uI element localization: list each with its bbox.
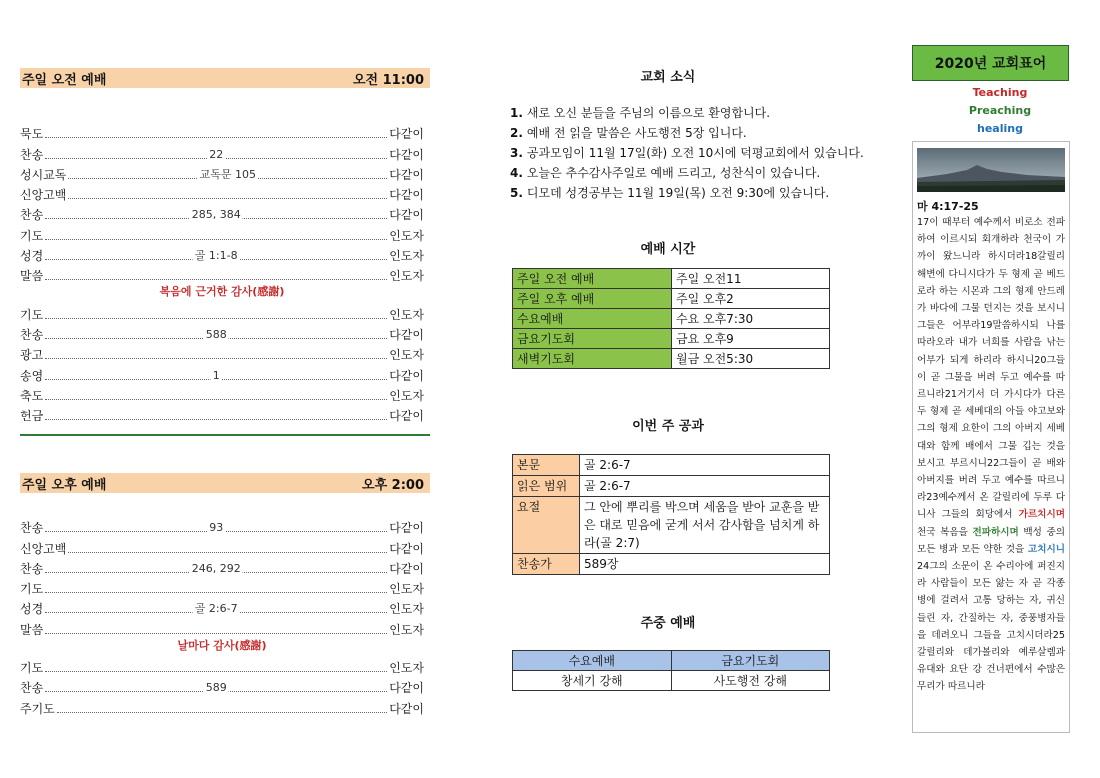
lesson-table xyxy=(512,454,830,575)
table-value-cell: 그 안에 뿌리를 박으며 세움을 받아 교훈을 받은 대로 믿음에 굳게 서서 감사함을 넘치게 하라(골 2:7) xyxy=(580,497,830,554)
order-item-detail: 22 xyxy=(209,147,224,161)
dotted-leader xyxy=(68,552,387,553)
news-number: 1. xyxy=(510,106,523,120)
table-row xyxy=(513,329,830,349)
order-item-leader: 다같이 xyxy=(389,701,424,716)
order-item-leader: 다같이 xyxy=(389,368,424,383)
dotted-leader xyxy=(45,249,387,263)
table-key-cell: 수요예배 xyxy=(513,309,672,329)
news-number: 2. xyxy=(510,126,523,140)
table-row xyxy=(513,309,830,329)
order-item-leader: 인도자 xyxy=(389,228,424,243)
order-item-detail: 골 1:1-8 xyxy=(194,249,238,263)
order-item-leader: 다같이 xyxy=(389,147,424,162)
order-item-leader: 다같이 xyxy=(389,188,424,203)
order-item-name: 성경 xyxy=(20,249,44,264)
midweek-title: 주중 예배 xyxy=(640,616,696,631)
order-item-name: 찬송 xyxy=(20,147,44,162)
table-key-cell: 읽은 범위 xyxy=(513,476,580,497)
table-row xyxy=(513,476,830,497)
order-item-name: 찬송 xyxy=(20,327,44,342)
times-title: 예배 시간 xyxy=(640,242,696,257)
table-value-cell: 589장 xyxy=(580,554,830,575)
morning-service-header xyxy=(20,68,430,88)
table-value-cell: 주일 오전11 xyxy=(672,269,830,289)
order-row xyxy=(20,301,424,321)
order-row xyxy=(20,695,424,715)
order-row xyxy=(20,655,424,675)
order-item-leader: 다같이 xyxy=(389,561,424,576)
table-key-cell: 요절 xyxy=(513,497,580,554)
dotted-leader xyxy=(45,208,387,222)
order-item-detail: 285, 384 xyxy=(191,208,241,222)
dotted-leader xyxy=(45,521,387,535)
order-row xyxy=(20,182,424,202)
order-item-name: 말씀 xyxy=(20,269,44,284)
order-row xyxy=(20,141,424,161)
motto-title: 2020년 교회표어 xyxy=(934,56,1047,72)
dotted-leader xyxy=(45,681,387,695)
news-text: 공과모임이 11월 17일(화) 오전 10시에 덕평교회에서 있습니다. xyxy=(526,146,864,160)
order-item-detail: 93 xyxy=(209,521,224,535)
order-row xyxy=(20,596,424,616)
news-list xyxy=(510,103,870,203)
table-key-cell: 주일 오후 예배 xyxy=(513,289,672,309)
mountain-landscape-image xyxy=(917,148,1065,192)
dotted-leader xyxy=(45,592,387,593)
order-row xyxy=(20,121,424,141)
order-row xyxy=(20,515,424,535)
order-item-name: 기도 xyxy=(20,307,44,322)
order-item-leader: 인도자 xyxy=(389,661,424,676)
order-item-name: 찬송 xyxy=(20,681,44,696)
order-item-name: 기도 xyxy=(20,661,44,676)
order-item-leader: 다같이 xyxy=(389,541,424,556)
motto-preaching: Preaching xyxy=(968,104,1032,117)
order-row xyxy=(20,616,424,636)
order-item-detail: 골 2:6-7 xyxy=(194,602,238,616)
table-key-cell: 금요기도회 xyxy=(513,329,672,349)
order-item-name: 송영 xyxy=(20,368,44,383)
morning-service-time: 오전 11:00 xyxy=(352,72,424,88)
order-item-leader: 인도자 xyxy=(389,348,424,363)
order-item-name: 축도 xyxy=(20,388,44,403)
order-item-detail: 589 xyxy=(205,681,227,695)
news-item xyxy=(510,183,870,203)
order-row xyxy=(20,342,424,362)
table-key-cell: 본문 xyxy=(513,455,580,476)
order-item-name: 기도 xyxy=(20,228,44,243)
order-item-leader: 다같이 xyxy=(389,167,424,182)
order-item-leader: 다같이 xyxy=(389,521,424,536)
order-item-name: 성시교독 xyxy=(20,167,67,182)
order-item-detail: 246, 292 xyxy=(191,561,241,575)
dotted-leader xyxy=(45,318,387,319)
dotted-leader xyxy=(68,198,387,199)
order-item-name: 묵도 xyxy=(20,127,44,142)
order-row xyxy=(20,362,424,382)
order-item-name: 말씀 xyxy=(20,622,44,637)
verse-part-2: 천국 복음을 xyxy=(917,526,968,538)
order-item-leader: 다같이 xyxy=(389,681,424,696)
order-row xyxy=(20,383,424,403)
order-item-leader: 다같이 xyxy=(389,208,424,223)
table-row xyxy=(513,497,830,554)
order-item-name: 찬송 xyxy=(20,208,44,223)
midweek-value-fri: 사도행전 강해 xyxy=(671,671,830,691)
table-value-cell: 수요 오후7:30 xyxy=(672,309,830,329)
dotted-leader xyxy=(45,147,387,161)
news-title: 교회 소식 xyxy=(640,70,696,85)
news-text: 디모데 성경공부는 11월 19일(목) 오전 9:30에 있습니다. xyxy=(526,186,830,200)
verse-highlight-teaching: 가르치시며 xyxy=(1018,509,1065,521)
motto-title-box xyxy=(912,45,1069,81)
order-item-leader: 다같이 xyxy=(389,127,424,142)
dotted-leader xyxy=(45,327,387,341)
dotted-leader xyxy=(45,671,387,672)
order-item-name: 광고 xyxy=(20,348,44,363)
table-value-cell: 골 2:6-7 xyxy=(580,476,830,497)
table-row xyxy=(513,269,830,289)
midweek-table xyxy=(512,650,830,691)
news-item xyxy=(510,123,870,143)
verse-highlight-preaching: 전파하시며 xyxy=(972,526,1019,538)
order-item-leader: 인도자 xyxy=(389,269,424,284)
order-item-leader: 인도자 xyxy=(389,602,424,617)
order-item-leader: 다같이 xyxy=(389,409,424,424)
order-row xyxy=(20,576,424,596)
verse-part-3: 백성 중의 모든 병과 모든 약한 것을 xyxy=(917,526,1065,555)
order-item-name: 주기도 xyxy=(20,701,55,716)
dotted-leader xyxy=(45,399,387,400)
order-item-detail: 1 xyxy=(212,368,220,382)
dotted-leader xyxy=(45,279,387,280)
order-item-name: 성경 xyxy=(20,602,44,617)
motto-teaching: Teaching xyxy=(972,86,1028,99)
news-text: 새로 오신 분들을 주님의 이름으로 환영합니다. xyxy=(526,106,771,120)
morning-service-title: 주일 오전 예배 xyxy=(22,72,107,88)
news-item xyxy=(510,163,870,183)
order-row xyxy=(20,222,424,242)
table-row xyxy=(513,349,830,369)
scripture-text xyxy=(917,214,1065,696)
order-item-name: 기도 xyxy=(20,582,44,597)
dotted-leader xyxy=(68,167,387,181)
order-row xyxy=(20,263,424,283)
order-row xyxy=(20,403,424,423)
order-item-name: 헌금 xyxy=(20,409,44,424)
order-item-name: 신앙고백 xyxy=(20,541,67,556)
order-item-detail: 588 xyxy=(205,327,227,341)
motto-healing: healing xyxy=(977,122,1023,135)
order-item-detail: 교독문 105 xyxy=(199,167,256,181)
news-item xyxy=(510,103,870,123)
verse-highlight-healing: 고치시니 xyxy=(1027,543,1065,555)
order-row xyxy=(20,535,424,555)
order-item-leader: 인도자 xyxy=(389,582,424,597)
order-item-name: 신앙고백 xyxy=(20,188,67,203)
midweek-header-wed: 수요예배 xyxy=(513,651,672,671)
news-text: 오늘은 추수감사주일로 예배 드리고, 성찬식이 있습니다. xyxy=(526,166,821,180)
dotted-leader xyxy=(57,712,387,713)
dotted-leader xyxy=(45,419,387,420)
order-item-leader: 다같이 xyxy=(389,327,424,342)
table-row xyxy=(513,455,830,476)
order-row xyxy=(20,202,424,222)
dotted-leader xyxy=(45,633,387,634)
table-row xyxy=(513,289,830,309)
table-value-cell: 월금 오전5:30 xyxy=(672,349,830,369)
lesson-title: 이번 주 공과 xyxy=(632,419,704,434)
dotted-leader xyxy=(45,358,387,359)
order-item-name: 찬송 xyxy=(20,561,44,576)
news-number: 4. xyxy=(510,166,523,180)
dotted-leader xyxy=(45,561,387,575)
table-key-cell: 새벽기도회 xyxy=(513,349,672,369)
dotted-leader xyxy=(45,239,387,240)
order-row xyxy=(20,556,424,576)
order-row xyxy=(20,322,424,342)
sermon-title: 복음에 근거한 감사(感謝) xyxy=(159,285,285,299)
afternoon-order-list xyxy=(20,515,424,716)
morning-order-list xyxy=(20,121,424,423)
afternoon-service-title: 주일 오후 예배 xyxy=(22,477,107,493)
verse-part-4: 24그의 소문이 온 수리아에 퍼진지라 사람들이 모든 앓는 자 곧 각종 병에 걸려서 고통 당하는 자, 귀신 들린 자, 간질하는 자, 중풍병자들을 데려오니 그들을 고치시더라25갈릴리와 데가볼리와 예루살렘과 유대와 요단 강 건너편에서 수많은 무리가 따르니라 xyxy=(917,561,1065,693)
news-item xyxy=(510,143,870,163)
order-item-leader: 인도자 xyxy=(389,307,424,322)
afternoon-service-header xyxy=(20,473,430,493)
service-times-table xyxy=(512,268,830,369)
order-row xyxy=(20,162,424,182)
sermon-title: 날마다 감사(感謝) xyxy=(177,638,267,652)
order-row xyxy=(20,243,424,263)
dotted-leader xyxy=(45,368,387,382)
afternoon-service-time: 오후 2:00 xyxy=(362,477,424,493)
table-value-cell: 주일 오후2 xyxy=(672,289,830,309)
order-item-leader: 인도자 xyxy=(389,249,424,264)
table-value-cell: 골 2:6-7 xyxy=(580,455,830,476)
midweek-header-fri: 금요기도회 xyxy=(671,651,830,671)
midweek-value-wed: 창세기 강해 xyxy=(513,671,672,691)
table-key-cell: 찬송가 xyxy=(513,554,580,575)
section-divider xyxy=(20,434,430,436)
news-number: 5. xyxy=(510,186,523,200)
dotted-leader xyxy=(45,602,387,616)
scripture-box xyxy=(912,141,1070,733)
table-value-cell: 금요 오후9 xyxy=(672,329,830,349)
table-key-cell: 주일 오전 예배 xyxy=(513,269,672,289)
news-number: 3. xyxy=(510,146,523,160)
order-row xyxy=(20,675,424,695)
order-item-leader: 인도자 xyxy=(389,388,424,403)
order-item-leader: 인도자 xyxy=(389,622,424,637)
news-text: 예배 전 읽을 말씀은 사도행전 5장 입니다. xyxy=(526,126,747,140)
scripture-reference: 마 4:17-25 xyxy=(917,200,979,213)
table-row xyxy=(513,554,830,575)
order-item-name: 찬송 xyxy=(20,521,44,536)
dotted-leader xyxy=(45,137,387,138)
verse-part-1: 17이 때부터 예수께서 비로소 전파하여 이르시되 회개하라 천국이 가까이 왔느니라 하시더라18갈릴리 해변에 다니시다가 두 형제 곧 베드로라 하는 시몬과 그의 형제 안드레가 바다에 그물 던지는 것을 보시니 그들은 어부라19말씀하시되 나를 따라오라 내가 너희를 사람을 낚는 어부가 되게 하리라 하시니20그들이 곧 그물을 버려 두고 예수를 따르니라21거기서 더 가시다가 다른 두 형제 곧 세베대의 아들 야고보와 그의 형제 요한이 그의 아버지 세베대와 함께 배에서 그물 깁는 것을 보시고 부르시니22그들이 곧 배와 아버지를 버려 두고 예수를 따르니라23예수께서 온 갈릴리에 두루 다니사 그들의 회당에서 xyxy=(917,217,1065,521)
